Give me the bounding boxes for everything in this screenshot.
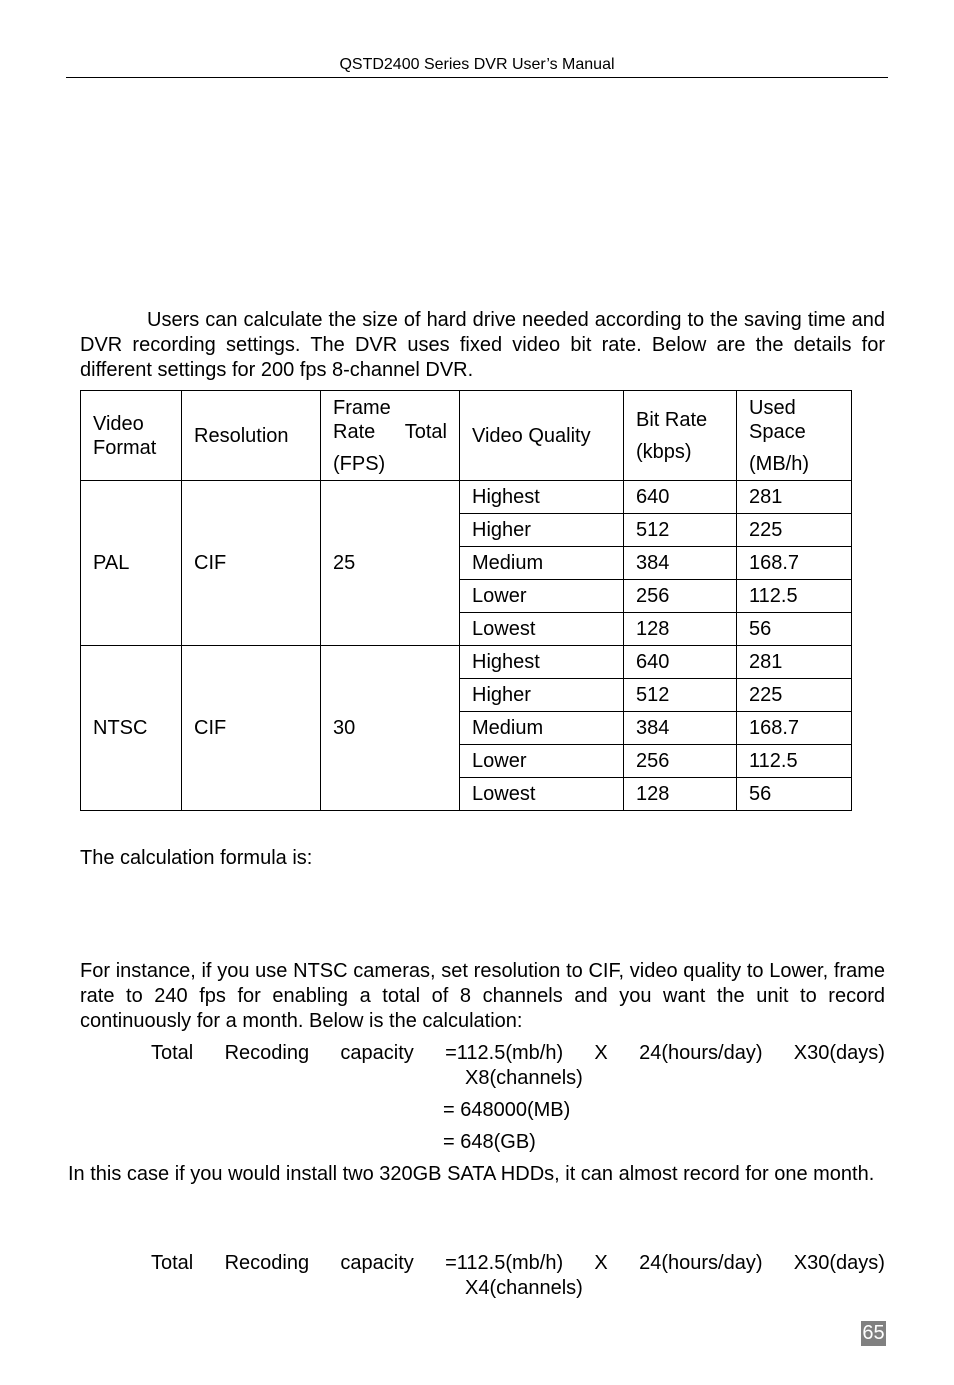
cell-used-space: 56 <box>737 778 852 811</box>
cell-video-quality: Medium <box>460 547 624 580</box>
calc1-result-mb: = 648000(MB) <box>443 1099 571 1121</box>
calc2-continuation: X4(channels) <box>465 1277 583 1299</box>
calc2-part: Recoding <box>224 1252 310 1274</box>
cell-bit-rate: 384 <box>624 712 737 745</box>
calc1-part: Recoding <box>224 1042 310 1064</box>
page-header: QSTD2400 Series DVR User’s Manual <box>66 55 888 78</box>
table-row <box>81 481 852 514</box>
calc2-part: =112.5(mb/h) <box>445 1252 564 1274</box>
cell-video-quality: Medium <box>460 712 624 745</box>
table-header-row <box>81 391 852 481</box>
calc1-part: X30(days) <box>793 1042 885 1064</box>
cell-used-space: 112.5 <box>737 580 852 613</box>
intro-paragraph <box>80 308 885 383</box>
cell-bit-rate: 512 <box>624 679 737 712</box>
calc1-part: X <box>594 1042 608 1064</box>
header-used-space <box>737 391 852 481</box>
cell-bit-rate: 128 <box>624 613 737 646</box>
cell-bit-rate: 640 <box>624 481 737 514</box>
cell-video-quality: Higher <box>460 679 624 712</box>
header-video-format: Video Format <box>81 391 182 481</box>
header-used-space-label: Used Space <box>749 396 806 443</box>
cell-resolution: CIF <box>182 646 321 811</box>
conclusion-paragraph: In this case if you would install two 320GB SATA HDDs, it can almost record for one month. <box>68 1163 875 1185</box>
cell-used-space: 168.7 <box>737 712 852 745</box>
example-paragraph: For instance, if you use NTSC cameras, set resolution to CIF, video quality to Lower, frame rate to 240 fps for enabling a total of 8 channels and you want the unit to record continuously for a month. Below is the calculation: <box>80 960 885 1032</box>
cell-bit-rate: 384 <box>624 547 737 580</box>
header-video-quality: Video Quality <box>460 391 624 481</box>
calc2-part: 24(hours/day) <box>639 1252 763 1274</box>
cell-bit-rate: 512 <box>624 514 737 547</box>
cell-used-space: 225 <box>737 679 852 712</box>
cell-used-space: 281 <box>737 481 852 514</box>
cell-video-format: NTSC <box>81 646 182 811</box>
calc2-part: capacity <box>340 1252 414 1274</box>
header-frame-rate-line1: Frame <box>333 396 391 419</box>
table-row <box>81 646 852 679</box>
cell-frame-rate: 25 <box>321 481 460 646</box>
header-frame-rate-rate: Rate <box>333 420 376 443</box>
cell-video-quality: Lowest <box>460 613 624 646</box>
header-bit-rate <box>624 391 737 481</box>
cell-video-format: PAL <box>81 481 182 646</box>
cell-bit-rate: 256 <box>624 580 737 613</box>
cell-used-space: 225 <box>737 514 852 547</box>
intro-text: Users can calculate the size of hard drive needed according to the saving time and DVR recording settings. The DVR uses fixed video bit rate. Below are the details for different settings for 200 fps 8-channel DVR. <box>80 309 885 381</box>
cell-frame-rate: 30 <box>321 646 460 811</box>
header-frame-rate-line2 <box>333 420 447 444</box>
cell-used-space: 112.5 <box>737 745 852 778</box>
calc2-part: Total <box>151 1252 194 1274</box>
calc1-part: Total <box>151 1042 194 1064</box>
calc1-part: capacity <box>340 1042 414 1064</box>
header-bit-rate-unit: (kbps) <box>636 440 692 463</box>
calc1-result-gb: = 648(GB) <box>443 1131 536 1153</box>
cell-used-space: 56 <box>737 613 852 646</box>
calc1-continuation: X8(channels) <box>465 1067 583 1089</box>
recording-capacity-table <box>80 390 852 811</box>
cell-video-quality: Higher <box>460 514 624 547</box>
calc1-part: =112.5(mb/h) <box>445 1042 564 1064</box>
calc1-part: 24(hours/day) <box>639 1042 763 1064</box>
cell-used-space: 168.7 <box>737 547 852 580</box>
calc2-part: X <box>594 1252 608 1274</box>
header-frame-rate-unit: (FPS) <box>333 452 386 475</box>
cell-video-quality: Highest <box>460 481 624 514</box>
cell-bit-rate: 128 <box>624 778 737 811</box>
header-used-space-unit: (MB/h) <box>749 452 809 475</box>
calc2-part: X30(days) <box>793 1252 885 1274</box>
cell-video-quality: Lower <box>460 580 624 613</box>
page-number: 65 <box>862 1322 885 1344</box>
cell-bit-rate: 640 <box>624 646 737 679</box>
cell-video-quality: Highest <box>460 646 624 679</box>
header-resolution: Resolution <box>182 391 321 481</box>
header-frame-rate <box>321 391 460 481</box>
header-frame-rate-total: Total <box>404 420 447 443</box>
calc1-line <box>151 1041 885 1066</box>
cell-used-space: 281 <box>737 646 852 679</box>
cell-bit-rate: 256 <box>624 745 737 778</box>
formula-label: The calculation formula is: <box>80 847 313 869</box>
cell-resolution: CIF <box>182 481 321 646</box>
header-bit-rate-label: Bit Rate <box>636 408 708 431</box>
table-body <box>81 481 852 811</box>
calc2-line <box>151 1251 885 1276</box>
cell-video-quality: Lowest <box>460 778 624 811</box>
cell-video-quality: Lower <box>460 745 624 778</box>
